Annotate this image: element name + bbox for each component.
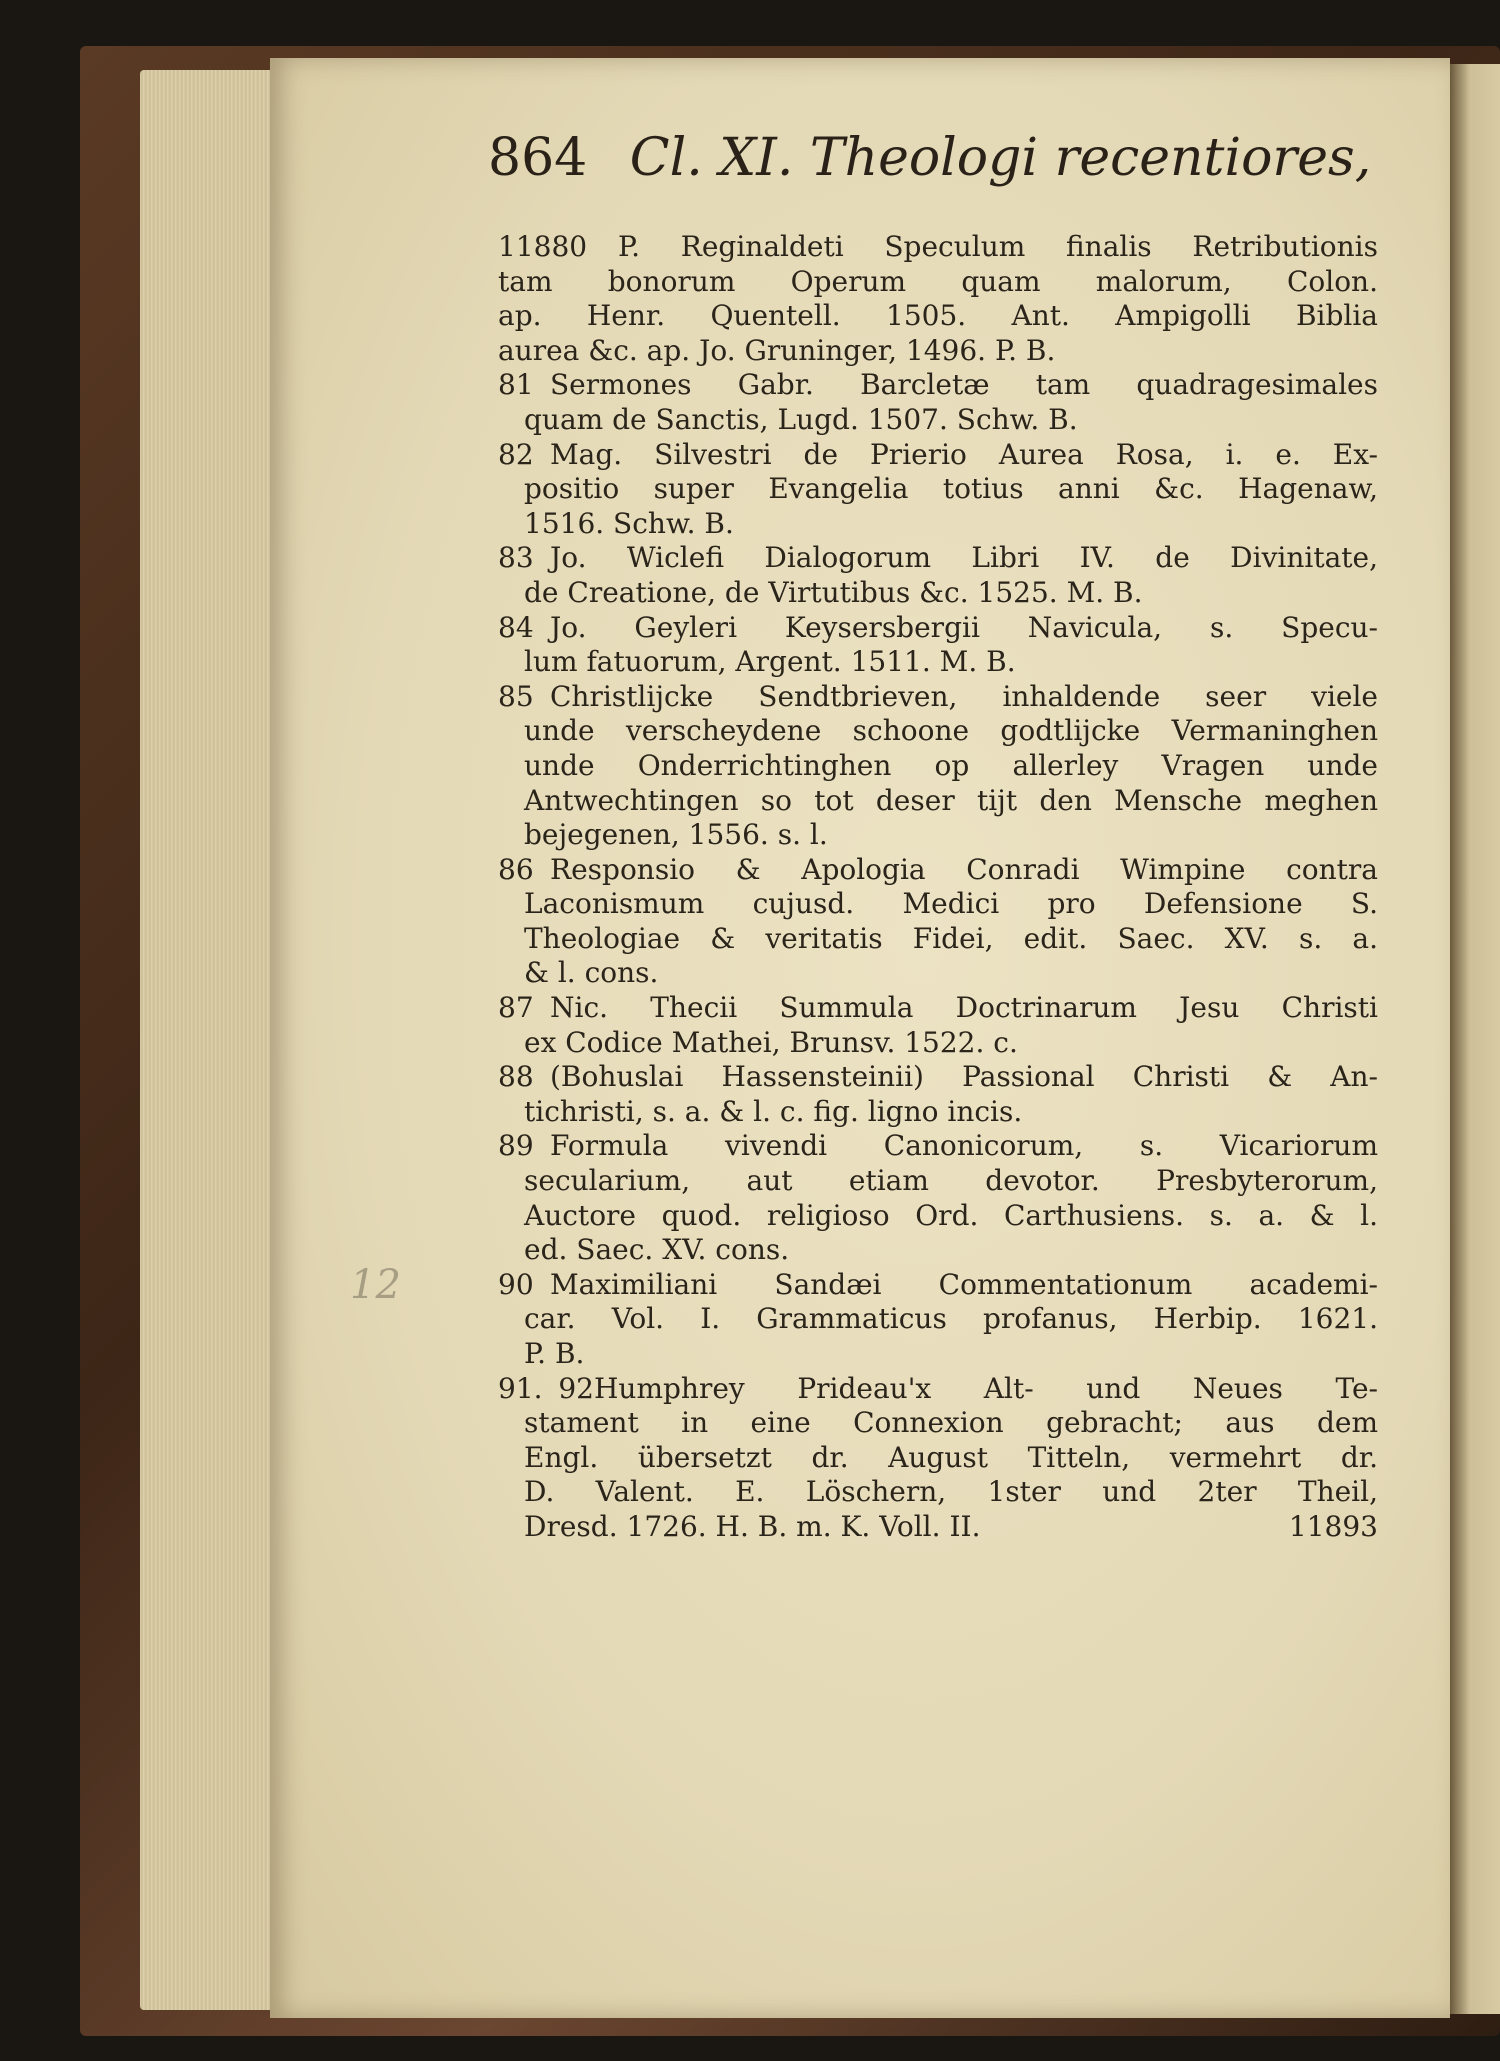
entry-number: 11880	[498, 230, 588, 263]
entry-first-line	[498, 991, 1378, 1026]
running-title: Cl. XI. Theologi recentiores,	[629, 128, 1372, 188]
entry-text: Maximiliani Sandæi Commentationum academi-	[550, 1267, 1378, 1301]
catalogue-entry	[498, 1268, 1378, 1372]
entry-continuation-line: bejegenen, 1556. s. l.	[524, 818, 828, 852]
entry-first-line	[498, 1268, 1378, 1303]
entry-continuation-line: Auctore quod. religioso Ord. Carthusiens. s. a. & l.	[524, 1198, 1378, 1232]
entry-continuation-line: Theologiae & veritatis Fidei, edit. Saec. XV. s. a.	[524, 921, 1378, 955]
entry-continuation-line: ex Codice Mathei, Brunsv. 1522. c.	[524, 1025, 1018, 1059]
catalogue-entry	[498, 1372, 1378, 1545]
entry-text: Nic. Thecii Summula Doctrinarum Jesu Christi	[550, 991, 1378, 1025]
entry-number: 90	[498, 1267, 534, 1301]
entry-text: Responsio & Apologia Conradi Wimpine contra	[550, 852, 1378, 886]
entry-first-line	[498, 368, 1378, 403]
catalogue-entry	[498, 611, 1378, 680]
page-number: 864	[488, 128, 588, 188]
catalogue-entry	[498, 1129, 1378, 1267]
entry-number: 87	[498, 991, 534, 1025]
entry-text: P. Reginaldeti Speculum finalis Retributionis	[618, 230, 1378, 263]
entry-continuation-line: positio super Evangelia totius anni &c. Hagenaw,	[524, 472, 1378, 506]
catchword: 11893	[1288, 1509, 1378, 1543]
entry-first-line	[498, 230, 1378, 265]
entry-continuation-line: ed. Saec. XV. cons.	[524, 1233, 790, 1267]
entry-first-line	[498, 853, 1378, 888]
entry-continuation-line: aurea &c. ap. Jo. Gruninger, 1496. P. B.	[498, 333, 1056, 367]
entry-first-line	[498, 541, 1378, 576]
entry-continuation-line: Antwechtingen so tot deser tijt den Mensche meghen	[524, 783, 1378, 817]
entry-text: Formula vivendi Canonicorum, s. Vicariorum	[550, 1129, 1378, 1163]
catalogue-entries	[498, 230, 1378, 1545]
entry-continuation-line: de Creatione, de Virtutibus &c. 1525. M. B.	[524, 575, 1143, 609]
entry-continuation-line: 1516. Schw. B.	[524, 506, 734, 540]
margin-pencil-note: 12	[350, 1262, 401, 1308]
catalogue-entry	[498, 680, 1378, 853]
entry-continuation-line: car. Vol. I. Grammaticus profanus, Herbip. 1621.	[524, 1302, 1378, 1336]
entry-text: Sermones Gabr. Barcletæ tam quadragesimales	[550, 368, 1378, 402]
entry-continuation-line: unde verscheydene schoone godtlijcke Vermaninghen	[524, 714, 1378, 748]
entry-first-line	[498, 1129, 1378, 1164]
entry-number: 91. 92	[498, 1371, 594, 1405]
catalogue-entry	[498, 541, 1378, 610]
entry-continuation-line: Laconismum cujusd. Medici pro Defensione S.	[524, 887, 1378, 921]
entry-continuation-line: P. B.	[524, 1337, 585, 1370]
entry-continuation-line: lum fatuorum, Argent. 1511. M. B.	[524, 645, 1016, 679]
entry-text: Christlijcke Sendtbrieven, inhaldende seer viele	[550, 679, 1378, 713]
catalogue-entry	[498, 853, 1378, 991]
facing-page-edge	[1450, 64, 1500, 2014]
entry-text: Jo. Geyleri Keysersbergii Navicula, s. Specu-	[550, 610, 1378, 644]
entry-text: Humphrey Prideau'x Alt- und Neues Te-	[594, 1371, 1378, 1405]
entry-first-line	[498, 1060, 1378, 1095]
entry-first-line	[498, 611, 1378, 646]
catalogue-entry	[498, 991, 1378, 1060]
entry-first-line	[498, 438, 1378, 473]
entry-number: 88	[498, 1060, 534, 1094]
entry-continuation-line: D. Valent. E. Löschern, 1ster und 2ter Theil,	[524, 1475, 1378, 1509]
entry-continuation-line: tichristi, s. a. & l. c. fig. ligno incis.	[524, 1094, 1023, 1128]
entry-number: 86	[498, 852, 534, 886]
entry-continuation-line: stament in eine Connexion gebracht; aus dem	[524, 1406, 1378, 1440]
entry-continuation-line: quam de Sanctis, Lugd. 1507. Schw. B.	[524, 402, 1078, 436]
catalogue-entry	[498, 1060, 1378, 1129]
entry-number: 84	[498, 610, 534, 644]
catalogue-entry	[498, 368, 1378, 437]
entry-continuation-line: secularium, aut etiam devotor. Presbyterorum,	[524, 1164, 1378, 1198]
entry-text: (Bohuslai Hassensteinii) Passional Christi & An-	[550, 1060, 1378, 1094]
entry-first-line	[498, 680, 1378, 715]
running-header	[488, 128, 1388, 198]
entry-continuation-line: Dresd. 1726. H. B. m. K. Voll. II. 11893	[524, 1509, 1378, 1543]
entry-first-line	[498, 1372, 1378, 1407]
catalogue-entry	[498, 438, 1378, 542]
page-edges	[140, 70, 290, 2010]
entry-number: 89	[498, 1129, 534, 1163]
entry-continuation-line: unde Onderrichtinghen op allerley Vragen unde	[524, 748, 1378, 782]
entry-number: 82	[498, 437, 534, 471]
entry-number: 83	[498, 541, 534, 575]
entry-number: 85	[498, 679, 534, 713]
entry-continuation-line: ap. Henr. Quentell. 1505. Ant. Ampigolli Biblia	[498, 299, 1378, 333]
catalogue-entry	[498, 230, 1378, 368]
entry-continuation-line: & l. cons.	[524, 956, 659, 990]
entry-text: Mag. Silvestri de Prierio Aurea Rosa, i. e. Ex-	[550, 437, 1378, 471]
entry-number: 81	[498, 368, 534, 402]
entry-text: Jo. Wiclefi Dialogorum Libri IV. de Divinitate,	[550, 541, 1378, 575]
entry-continuation-line: Engl. übersetzt dr. August Titteln, vermehrt dr.	[524, 1440, 1378, 1474]
entry-continuation-line: tam bonorum Operum quam malorum, Colon.	[498, 264, 1378, 298]
